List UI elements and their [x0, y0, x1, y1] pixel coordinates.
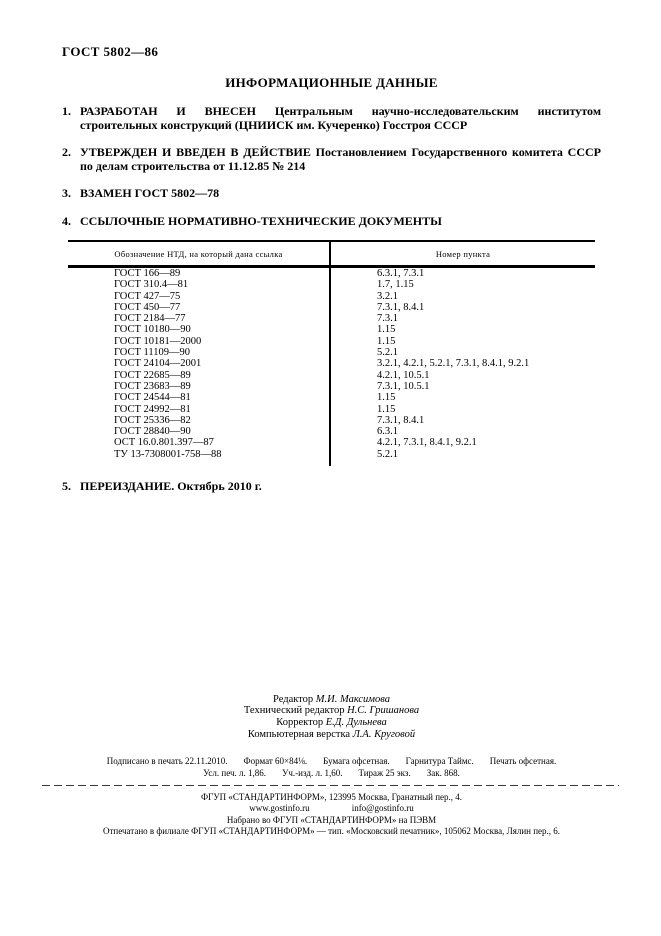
punkt-cell: 3.2.1, 4.2.1, 5.2.1, 7.3.1, 8.4.1, 9.2.1 — [377, 358, 530, 370]
item-developed — [62, 105, 601, 132]
print-segment: Усл. печ. л. 1,86. — [203, 767, 267, 778]
page-title: ИНФОРМАЦИОННЫЕ ДАННЫЕ — [225, 75, 438, 90]
punkt-column-header: Номер пункта — [330, 241, 595, 267]
punkt-cell: 7.3.1, 10.5.1 — [377, 380, 430, 392]
print-segment: Печать офсетная. — [489, 755, 557, 766]
editors-block — [62, 694, 601, 741]
ntd-cell: ГОСТ 23683—89 — [68, 381, 330, 392]
print-segment: Гарнитура Таймс. — [405, 755, 474, 766]
item-number: 4. — [62, 213, 71, 228]
website-text: www.gostinfo.ru — [249, 803, 310, 814]
editor-line — [62, 717, 601, 729]
item-text: РАЗРАБОТАН И ВНЕСЕН Центральным научно-исследовательским институтом строительных конструкций (ЦНИИСК им. Кучеренко) Госстроя СССР — [80, 104, 601, 132]
item-text: ВЗАМЕН ГОСТ 5802—78 — [80, 186, 220, 200]
ntd-table-body — [68, 267, 595, 467]
item-number: 2. — [62, 145, 71, 159]
table-row — [68, 291, 595, 302]
punkt-cell: 7.3.1, 8.4.1 — [377, 414, 425, 426]
table-row — [68, 347, 595, 358]
table-row — [68, 302, 595, 313]
publisher-printed-line: Отпечатано в филиале ФГУП «СТАНДАРТИНФОРМ» — тип. «Московский печатник», 105062 Москва, Лялин пер., 6. — [102, 825, 561, 836]
editor-name: Л.А. Круговой — [352, 728, 416, 740]
table-row — [68, 449, 595, 466]
ntd-cell: ГОСТ 10180—90 — [68, 324, 330, 335]
punkt-cell: 4.2.1, 7.3.1, 8.4.1, 9.2.1 — [377, 437, 477, 449]
item-text: ПЕРЕИЗДАНИЕ. Октябрь 2010 г. — [80, 479, 262, 494]
ntd-cell: ГОСТ 24992—81 — [68, 404, 330, 415]
dashed-divider — [42, 785, 619, 786]
editor-line — [62, 705, 601, 717]
table-row — [68, 404, 595, 415]
editor-name: Е.Д. Дульнева — [325, 717, 387, 729]
print-segment: Подписано в печать 22.11.2010. — [106, 755, 228, 766]
ntd-cell: ГОСТ 24104—2001 — [68, 358, 330, 369]
item-number: 3. — [62, 186, 71, 200]
print-segment: Уч.-изд. л. 1,60. — [282, 767, 343, 778]
ntd-cell: ОСТ 16.0.801.397—87 — [68, 437, 330, 448]
punkt-cell: 4.2.1, 10.5.1 — [377, 369, 430, 381]
table-row — [68, 370, 595, 381]
punkt-cell: 3.2.1 — [377, 290, 398, 302]
punkt-cell: 7.3.1 — [377, 313, 398, 325]
print-line-2 — [62, 767, 601, 779]
email-text: info@gostinfo.ru — [351, 803, 414, 814]
punkt-cell: 1.15 — [377, 324, 396, 336]
table-row — [68, 267, 595, 280]
editor-role: Технический редактор — [243, 705, 345, 717]
table-row — [68, 358, 595, 369]
ntd-cell: ГОСТ 28840—90 — [68, 426, 330, 437]
item-text: УТВЕРЖДЕН И ВВЕДЕН В ДЕЙСТВИЕ Постановлением Государственного комитета СССР по делам строительства от 11.12.85 № 214 — [80, 145, 601, 173]
print-info-block — [62, 755, 601, 779]
editor-role: Компьютерная верстка — [247, 728, 351, 740]
item-number: 1. — [62, 104, 71, 118]
editor-name: М.И. Максимова — [315, 693, 390, 705]
item-approved — [62, 146, 601, 173]
punkt-cell: 1.15 — [377, 403, 396, 415]
publisher-typeset-line: Набрано во ФГУП «СТАНДАРТИНФОРМ» на ПЭВМ — [226, 814, 437, 825]
table-row — [68, 437, 595, 448]
punkt-cell: 1.15 — [377, 335, 396, 347]
print-segment: Тираж 25 экз. — [358, 767, 411, 778]
ntd-cell: ГОСТ 22685—89 — [68, 370, 330, 381]
doc-number: ГОСТ 5802—86 — [62, 44, 159, 59]
ntd-column-header: Обозначение НТД, на который дана ссылка — [68, 241, 330, 267]
ntd-cell: ГОСТ 450—77 — [68, 302, 330, 313]
print-segment: Зак. 868. — [426, 767, 460, 778]
table-row — [68, 426, 595, 437]
print-line-1 — [62, 755, 601, 767]
punkt-cell: 1.7, 1.15 — [377, 279, 414, 291]
table-header-row — [68, 241, 595, 267]
print-segment: Бумага офсетная. — [323, 755, 390, 766]
table-row — [68, 313, 595, 324]
item-text: ССЫЛОЧНЫЕ НОРМАТИВНО-ТЕХНИЧЕСКИЕ ДОКУМЕНТЫ — [80, 213, 442, 228]
ntd-cell: ГОСТ 166—89 — [68, 267, 330, 280]
ntd-cell: ГОСТ 11109—90 — [68, 347, 330, 358]
ntd-cell: ГОСТ 25336—82 — [68, 415, 330, 426]
table-row — [68, 415, 595, 426]
item-replaces — [62, 187, 601, 201]
punkt-cell: 5.2.1 — [377, 347, 398, 359]
item-reissue — [62, 480, 601, 494]
editor-role: Корректор — [276, 717, 324, 729]
table-row — [68, 392, 595, 403]
punkt-cell: 6.3.1, 7.3.1 — [377, 268, 425, 279]
ntd-reference-table — [68, 240, 595, 466]
ntd-cell: ГОСТ 10181—2000 — [68, 336, 330, 347]
ntd-cell: ГОСТ 427—75 — [68, 291, 330, 302]
punkt-cell: 7.3.1, 8.4.1 — [377, 301, 425, 313]
ntd-cell: ГОСТ 24544—81 — [68, 392, 330, 403]
editor-name: Н.С. Гришанова — [347, 705, 420, 717]
ntd-cell: ГОСТ 310.4—81 — [68, 279, 330, 290]
table-row — [68, 324, 595, 335]
table-row — [68, 381, 595, 392]
punkt-cell: 6.3.1 — [377, 426, 398, 438]
item-number: 5. — [62, 479, 71, 494]
punkt-cell: 5.2.1 — [377, 448, 398, 460]
table-row — [68, 279, 595, 290]
editor-line — [62, 729, 601, 741]
editor-role: Редактор — [273, 693, 314, 705]
table-row — [68, 336, 595, 347]
editor-line — [62, 694, 601, 706]
publisher-address-line: ФГУП «СТАНДАРТИНФОРМ», 123995 Москва, Гранатный пер., 4. — [200, 791, 463, 802]
punkt-cell: 1.15 — [377, 392, 396, 404]
item-reference-docs — [62, 215, 601, 229]
ntd-cell: ГОСТ 2184—77 — [68, 313, 330, 324]
ntd-cell: ТУ 13-7308001-758—88 — [68, 449, 330, 466]
print-segment: Формат 60×84⅛. — [243, 755, 308, 766]
publisher-block — [62, 792, 601, 838]
publisher-contact-line — [62, 803, 601, 814]
